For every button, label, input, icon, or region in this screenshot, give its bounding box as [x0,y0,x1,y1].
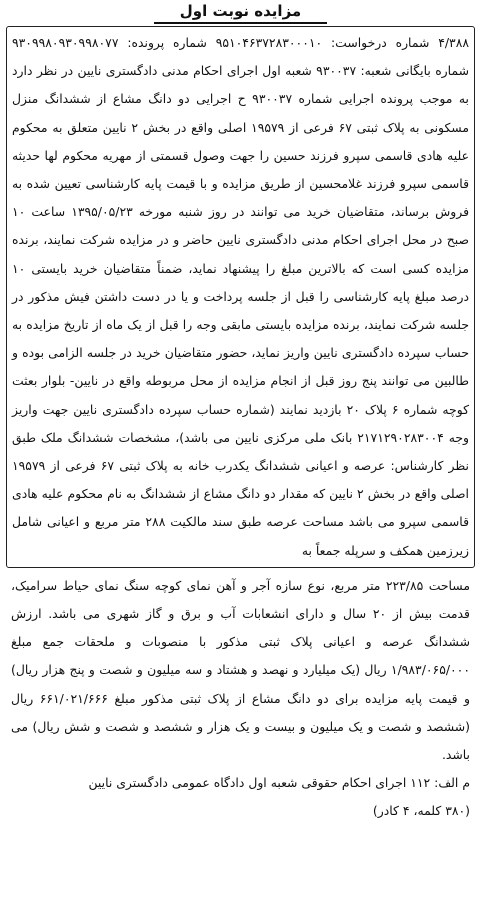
notice-title: مزایده نوبت اول [154,0,327,24]
notice-signature-line: م الف: ۱۱۲ اجرای احکام حقوقی شعبه اول دادگاه عمومی دادگستری نایین [88,775,470,791]
notice-continuation-paragraph: مساحت ۲۲۳/۸۵ متر مربع، نوع سازه آجر و آهن نمای کوچه سنگ نمای حیاط سرامیک، قدمت بیش از ۲۰ سال و دارای انشعابات آب و برق و گاز شهری می باشد. ارزش ششدانگ عرصه و اعیانی پلاک ثبتی مذکور با منصوبات و ملحقات جمع مبلغ ۱/۹۸۳/۰۶۵/۰۰۰ ریال (یک میلیارد و نهصد و هشتاد و سه میلیون و شصت و پنج هزار ریال) و قیمت پایه مزایده برای دو دانگ مشاع از پلاک ثبتی مذکور مبلغ ۶۶۱/۰۲۱/۶۶۶ ریال (ششصد و شصت و یک میلیون و بیست و یک هزار و ششصد و شصت و شش ریال) می باشد. [11,577,471,763]
notice-word-count: (۳۸۰ کلمه، ۴ کادر) [372,803,470,819]
notice-continuation [11,572,470,826]
notice-main-paragraph: ۴/۳۸۸ شماره درخواست: ۹۵۱۰۴۶۳۷۲۸۳۰۰۰۱۰ شماره پرونده: ۹۳۰۹۹۸۰۹۳۰۹۹۸۰۷۷ شماره بایگانی شعبه: ۹۳۰۰۳۷ شعبه اول اجرای احکام مدنی دادگستری نایین در نظر دارد به موجب پرونده اجرایی شماره ۹۳۰۰۳۷ ح اجرایی دو دانگ مشاع از ششدانگ منزل مسکونی به پلاک ثبتی ۶۷ فرعی از ۱۹۵۷۹ اصلی واقع در بخش ۲ نایین متعلق به محکوم علیه هادی قاسمی سپرو فرزند حسین را جهت وصول قسمتی از مهریه محکوم لها حدیثه قاسمی سپرو فرزند غلامحسین از طریق مزایده و با قیمت پایه کارشناسی تعیین شده به فروش برساند، متقاضیان خرید می توانند در روز شنبه مورخه ۱۳۹۵/۰۵/۲۳ ساعت ۱۰ صبح در محل اجرای احکام مدنی دادگستری نایین حاضر و در مزایده شرکت نمایند، برنده مزایده کسی است که بالاترین مبلغ را پیشنهاد نماید، ضمناً متقاضیان خرید بایستی ۱۰ درصد مبلغ پایه کارشناسی را قبل از جلسه پرداخت و یا در دست داشتن فیش مذکور در جلسه شرکت نمایند، برنده مزایده بایستی مابقی وجه را قبل از یک ماه از تاریخ مزایده به حساب سپرده دادگستری نایین واریز نماید، حضور متقاضیان خرید در جلسه الزامی بوده و طالبین می توانند پنج روز قبل از انجام مزایده از محل مربوطه واقع در نایین- بلوار بعثت کوچه شماره ۶ پلاک ۲۰ بازدید نمایند (شماره حساب سپرده دادگستری نایین جهت واریز وجه ۲۱۷۱۲۹۰۲۸۳۰۰۴ بانک ملی مرکزی نایین می باشد)، مشخصات ششدانگ ملک طبق نظر کارشناس: عرصه و اعیانی ششدانگ یکدرب خانه به پلاک ثبتی ۶۷ فرعی از ۱۹۵۷۹ اصلی واقع در بخش ۲ نایین که مقدار دو دانگ مشاع از ششدانگ به نام محکوم علیه هادی قاسمی سپرو می باشد مساحت عرصه طبق سند مالکیت ۲۸۸ متر مربع و اعیانی شامل زیرزمین همکف و سرپله جمعاً به [12,35,470,558]
bordered-notice-box [6,26,475,568]
